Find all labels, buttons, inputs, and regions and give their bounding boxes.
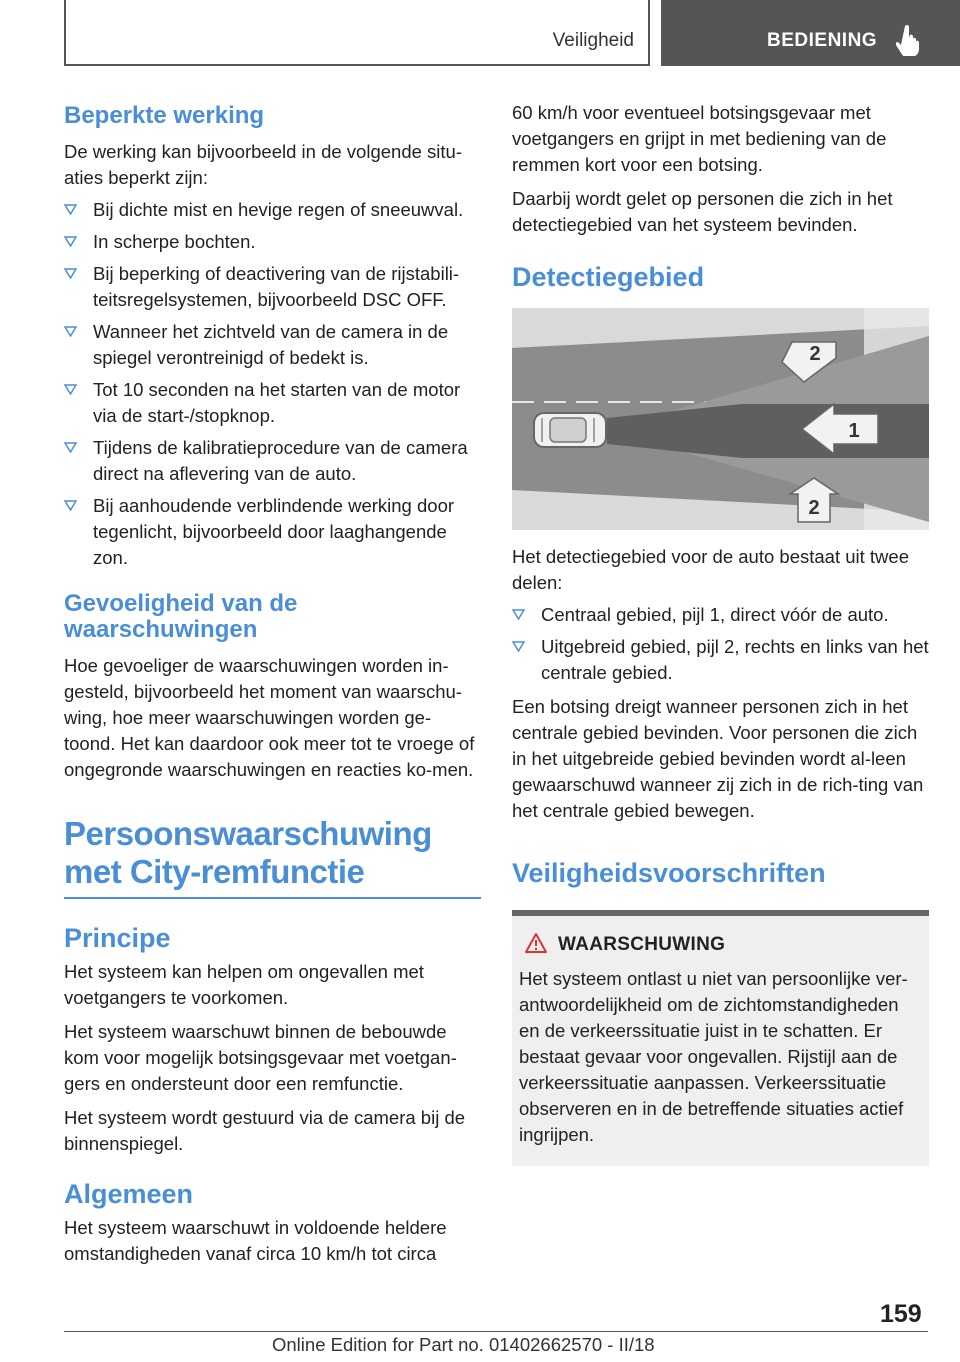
triangle-bullet-icon	[64, 500, 77, 511]
list-item: Bij aanhoudende verblindende werking door tegenlicht, bijvoorbeeld door laaghangende zon.	[64, 493, 481, 571]
triangle-bullet-icon	[64, 268, 77, 279]
detection-area-figure	[512, 308, 929, 530]
paragraph-detectie-intro: Daarbij wordt gelet op personen die zich in het detectiegebied van het systeem bevinden.	[512, 188, 893, 235]
warning-title: WAARSCHUWING	[558, 934, 726, 955]
list-item: Tot 10 seconden na het starten van de motor via de start-/stopknop.	[64, 377, 481, 429]
triangle-bullet-icon	[64, 326, 77, 337]
arrow-label: 2	[809, 343, 821, 365]
chapter-title: Persoonswaarschuwing met City-remfunctie	[64, 815, 432, 890]
triangle-bullet-icon	[512, 641, 525, 652]
pointing-hand-icon	[896, 24, 924, 56]
list-item: Uitgebreid gebied, pijl 2, rechts en links van het centrale gebied.	[512, 634, 929, 686]
arrow-label: 2	[808, 497, 820, 519]
page-number: 159	[880, 1300, 922, 1328]
car-icon	[534, 413, 606, 447]
heading-principe: Principe	[64, 923, 171, 953]
header-section-tab	[64, 0, 650, 66]
heading-detectiegebied: Detectiegebied	[512, 262, 705, 292]
paragraph-principe-3: Het systeem wordt gestuurd via de camera bij de binnenspiegel.	[64, 1107, 466, 1154]
paragraph-principe-1: Het systeem kan helpen om ongevallen met voetgangers te voorkomen.	[64, 961, 424, 1008]
footer-edition: Online Edition for Part no. 01402662570 - II/18	[272, 1334, 655, 1355]
triangle-bullet-icon	[64, 442, 77, 453]
title-rule	[64, 897, 481, 899]
list-item: Bij dichte mist en hevige regen of sneeuwval.	[64, 197, 481, 223]
triangle-bullet-icon	[64, 384, 77, 395]
paragraph-algemeen: Het systeem waarschuwt in voldoende heldere omstandigheden vanaf circa 10 km/h tot circa	[64, 1217, 447, 1264]
list-item: Wanneer het zichtveld van de camera in de spiegel verontreinigd of bedekt is.	[64, 319, 481, 371]
heading-gevoeligheid: Gevoeligheid van de waarschuwingen	[64, 590, 298, 643]
list-item: In scherpe bochten.	[64, 229, 481, 255]
paragraph-detectie: Het detectiegebied voor de auto bestaat uit twee delen:	[512, 546, 909, 593]
warning-bar	[512, 910, 929, 916]
arrow-label: 1	[848, 420, 860, 442]
paragraph-beperkte-werking: De werking kan bijvoorbeeld in de volgende situ-aties beperkt zijn:	[64, 141, 462, 188]
header-chapter-tab	[661, 0, 960, 66]
limitations-list	[64, 197, 481, 571]
paragraph-algemeen-continued: 60 km/h voor eventueel botsingsgevaar met voetgangers en grijpt in met bediening van de remmen kort voor een botsing.	[512, 102, 887, 175]
footer-rule-right	[864, 1331, 928, 1332]
right-column	[512, 100, 929, 1166]
list-item: Tijdens de kalibratieprocedure van de camera direct na aflevering van de auto.	[64, 435, 481, 487]
paragraph-gevoeligheid: Hoe gevoeliger de waarschuwingen worden in-gesteld, bijvoorbeeld het moment van waarschu-wing, hoe meer waarschuwingen worden ge-toond. Het kan daardoor ook meer tot te vroege of ongegronde waarschuwingen en reacties ko-men.	[64, 655, 475, 780]
list-item: Centraal gebied, pijl 1, direct vóór de auto.	[512, 602, 929, 628]
triangle-bullet-icon	[512, 609, 525, 620]
heading-veiligheidsvoorschriften: Veiligheidsvoorschriften	[512, 858, 826, 888]
triangle-bullet-icon	[64, 236, 77, 247]
warning-triangle-icon	[524, 932, 548, 954]
warning-text: Het systeem ontlast u niet van persoonlijke ver-antwoordelijkheid om de zichtomstandigheden en de verkeerssituatie juist in te schatten. Er bestaat gevaar voor ongevallen. Rijstijl aan de verkeerssituatie aanpassen. Verkeerssituatie observeren en in de betreffende situaties actief ingrijpen.	[519, 968, 908, 1145]
warning-box	[512, 910, 929, 1166]
heading-beperkte-werking: Beperkte werking	[64, 102, 265, 129]
footer-rule	[64, 1331, 864, 1332]
paragraph-principe-2: Het systeem waarschuwt binnen de bebouwde kom voor mogelijk botsingsgevaar met voetgan-gers en ondersteunt door een remfunctie.	[64, 1021, 457, 1094]
heading-algemeen: Algemeen	[64, 1179, 194, 1209]
header-chapter-title: BEDIENING	[767, 30, 878, 51]
detection-areas-list	[512, 602, 929, 686]
paragraph-botsing: Een botsing dreigt wanneer personen zich in het centrale gebied bevinden. Voor personen die zich in het uitgebreide gebied bevinden wordt al-leen gewaarschuwd wanneer zij zich in de rich-ting van het centrale gebied bewegen.	[512, 696, 924, 821]
triangle-bullet-icon	[64, 204, 77, 215]
list-item: Bij beperking of deactivering van de rijstabili-teitsregelsystemen, bijvoorbeeld DSC OFF.	[64, 261, 481, 313]
header-section-title: Veiligheid	[552, 30, 634, 51]
left-column	[64, 100, 481, 1267]
